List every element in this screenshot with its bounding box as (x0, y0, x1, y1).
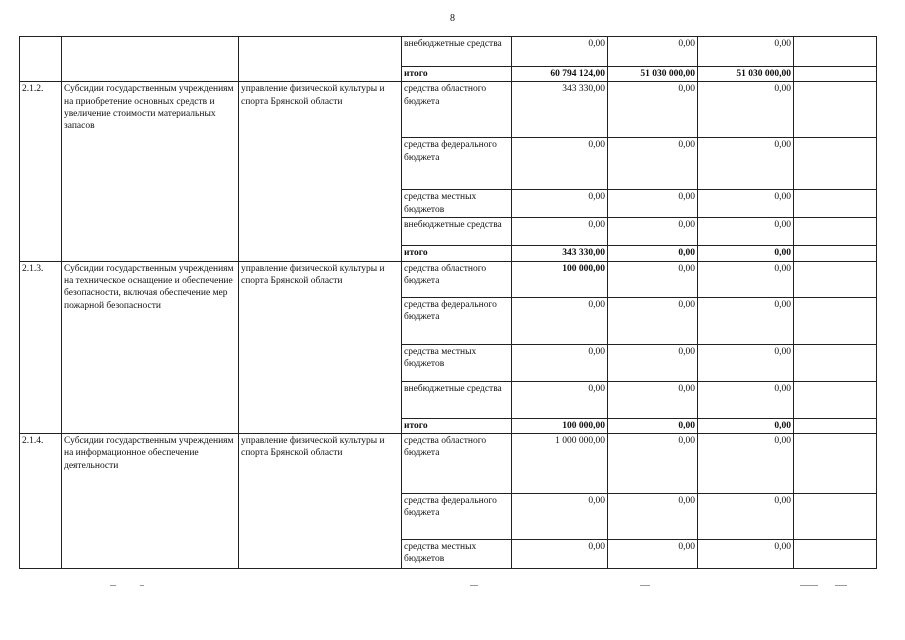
scan-artifacts (100, 585, 860, 589)
amount-v3: 0,00 (698, 494, 794, 540)
empty-cell (794, 138, 877, 190)
amount-v1: 60 794 124,00 (512, 67, 608, 82)
amount-v2: 0,00 (608, 82, 698, 138)
empty-cell (794, 246, 877, 261)
amount-v1: 0,00 (512, 494, 608, 540)
amount-v1: 343 330,00 (512, 82, 608, 138)
amount-v1: 0,00 (512, 218, 608, 246)
item-code (20, 37, 62, 82)
funding-source: средства федерального бюджета (402, 494, 512, 540)
empty-cell (794, 82, 877, 138)
table-row (20, 37, 877, 67)
amount-v2: 0,00 (608, 344, 698, 381)
amount-v3: 0,00 (698, 138, 794, 190)
funding-source: средства федерального бюджета (402, 138, 512, 190)
empty-cell (794, 297, 877, 344)
executor: управление физической культуры и спорта Брянской области (239, 434, 402, 569)
funding-source: итого (402, 67, 512, 82)
amount-v2: 0,00 (608, 138, 698, 190)
funding-source: средства областного бюджета (402, 82, 512, 138)
table-row (20, 434, 877, 494)
empty-cell (794, 494, 877, 540)
amount-v1: 0,00 (512, 190, 608, 218)
funding-source: средства местных бюджетов (402, 540, 512, 569)
amount-v2: 0,00 (608, 190, 698, 218)
amount-v3: 0,00 (698, 540, 794, 569)
funding-source: средства областного бюджета (402, 261, 512, 297)
executor: управление физической культуры и спорта Брянской области (239, 261, 402, 433)
amount-v3: 0,00 (698, 434, 794, 494)
item-code: 2.1.4. (20, 434, 62, 569)
empty-cell (794, 540, 877, 569)
amount-v2: 0,00 (608, 218, 698, 246)
item-name (62, 37, 239, 82)
amount-v1: 0,00 (512, 297, 608, 344)
amount-v2: 0,00 (608, 261, 698, 297)
amount-v1: 0,00 (512, 344, 608, 381)
amount-v1: 0,00 (512, 381, 608, 418)
amount-v3: 0,00 (698, 218, 794, 246)
funding-source: средства федерального бюджета (402, 297, 512, 344)
empty-cell (794, 418, 877, 433)
funding-source: внебюджетные средства (402, 37, 512, 67)
amount-v3: 0,00 (698, 261, 794, 297)
item-name: Субсидии государственным учреждениям на техническое оснащение и обеспечение безопасности, включая обеспечение мер пожарной безопасности (62, 261, 239, 433)
amount-v1: 343 330,00 (512, 246, 608, 261)
item-name: Субсидии государственным учреждениям на приобретение основных средств и увеличение стоимости материальных запасов (62, 82, 239, 261)
funding-source: внебюджетные средства (402, 381, 512, 418)
amount-v2: 0,00 (608, 246, 698, 261)
amount-v1: 0,00 (512, 540, 608, 569)
amount-v1: 100 000,00 (512, 418, 608, 433)
amount-v3: 0,00 (698, 190, 794, 218)
executor (239, 37, 402, 82)
amount-v2: 0,00 (608, 494, 698, 540)
amount-v3: 0,00 (698, 37, 794, 67)
funding-source: итого (402, 246, 512, 261)
empty-cell (794, 261, 877, 297)
empty-cell (794, 218, 877, 246)
funding-source: средства местных бюджетов (402, 190, 512, 218)
amount-v2: 51 030 000,00 (608, 67, 698, 82)
funding-source: средства местных бюджетов (402, 344, 512, 381)
empty-cell (794, 190, 877, 218)
amount-v2: 0,00 (608, 418, 698, 433)
executor: управление физической культуры и спорта Брянской области (239, 82, 402, 261)
amount-v2: 0,00 (608, 434, 698, 494)
item-name: Субсидии государственным учреждениям на информационное обеспечение деятельности (62, 434, 239, 569)
empty-cell (794, 434, 877, 494)
amount-v1: 0,00 (512, 37, 608, 67)
amount-v3: 0,00 (698, 381, 794, 418)
table-row (20, 82, 877, 138)
funding-source: средства областного бюджета (402, 434, 512, 494)
item-code: 2.1.3. (20, 261, 62, 433)
amount-v3: 0,00 (698, 246, 794, 261)
amount-v1: 1 000 000,00 (512, 434, 608, 494)
budget-table (19, 36, 877, 569)
amount-v3: 0,00 (698, 344, 794, 381)
amount-v3: 0,00 (698, 418, 794, 433)
item-code: 2.1.2. (20, 82, 62, 261)
empty-cell (794, 37, 877, 67)
funding-source: итого (402, 418, 512, 433)
amount-v3: 0,00 (698, 82, 794, 138)
amount-v2: 0,00 (608, 381, 698, 418)
page-number: 8 (450, 13, 455, 24)
amount-v2: 0,00 (608, 297, 698, 344)
amount-v3: 51 030 000,00 (698, 67, 794, 82)
amount-v2: 0,00 (608, 540, 698, 569)
table-row (20, 261, 877, 297)
amount-v1: 0,00 (512, 138, 608, 190)
funding-source: внебюджетные средства (402, 218, 512, 246)
empty-cell (794, 344, 877, 381)
amount-v3: 0,00 (698, 297, 794, 344)
empty-cell (794, 381, 877, 418)
amount-v2: 0,00 (608, 37, 698, 67)
empty-cell (794, 67, 877, 82)
amount-v1: 100 000,00 (512, 261, 608, 297)
